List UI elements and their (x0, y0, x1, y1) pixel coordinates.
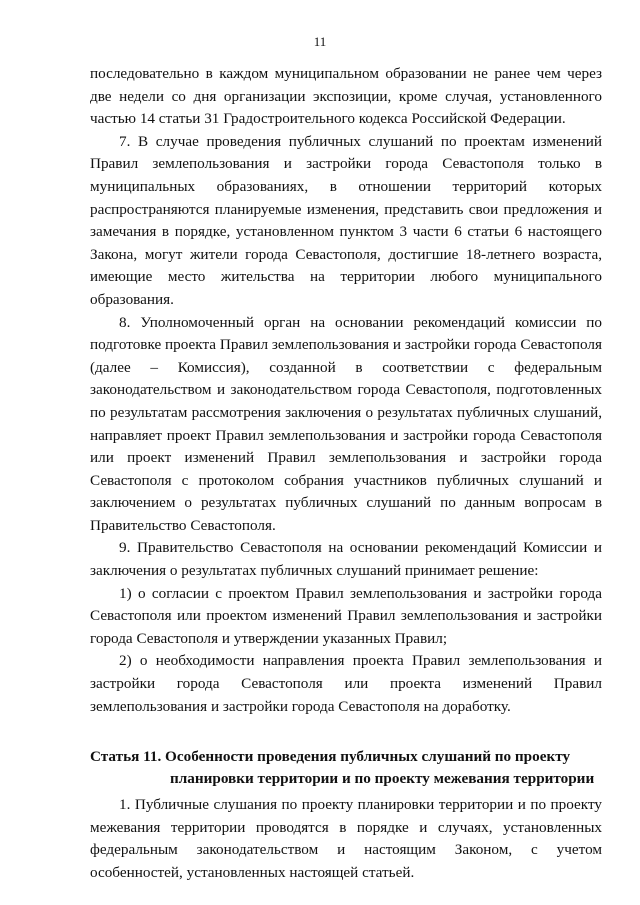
paragraph-7: 7. В случае проведения публичных слушаний по проектам изменений Правил землепользования и застройки города Севастополя только в муниципальных образованиях, в отношении территорий которых распространяются планируемые изменения, представить свои предложения и замечания в порядке, установленном пунктом 3 части 6 статьи 6 настоящего Закона, могут жители города Севастополя, достигшие 18-летнего возраста, имеющие место жительства на территории любого муниципального образования. (90, 132, 602, 308)
article-heading-line-2: планировки территории и по проекту межевания территории (170, 770, 595, 788)
article-heading-line-1: Статья 11. Особенности проведения публичных слушаний по проекту (90, 748, 571, 766)
article-11-heading (90, 746, 602, 790)
paragraph-continuation: последовательно в каждом муниципальном образовании не ранее чем через две недели со дня организации экспозиции, кроме случая, установленного частью 14 статьи 31 Градостроительного кодекса Российской Федерации. (90, 65, 602, 128)
page-number: 11 (313, 34, 327, 49)
document-body (90, 63, 602, 885)
paragraph-9-item-2: 2) о необходимости направления проекта Правил землепользования и застройки города Севастополя или проекта изменений Правил землепользования и застройки города Севастополя на доработку. (90, 652, 602, 715)
paragraph-9-item-1: 1) о согласии с проектом Правил землепользования и застройки города Севастополя или проектом изменений Правил землепользования и застройки города Севастополя и утверждении указанных Правил; (90, 584, 602, 647)
paragraph-8: 8. Уполномоченный орган на основании рекомендаций комиссии по подготовке проекта Правил землепользования и застройки города Севастополя (далее – Комиссия), созданной в соответствии с федеральным законодательством и законодательством города Севастополя, подготовленных по результатам рассмотрения заключения о результатах публичных слушаний, направляет проект Правил землепользования и застройки города Севастополя или проект изменений Правил землепользования и застройки города Севастополя с протоколом собрания участников публичных слушаний и заключением о результатах публичных слушаний по данным вопросам в Правительство Севастополя. (90, 313, 602, 534)
paragraph-9: 9. Правительство Севастополя на основании рекомендаций Комиссии и заключения о результатах публичных слушаний принимает решение: (90, 539, 602, 580)
article-11-paragraph-1: 1. Публичные слушания по проекту планировки территории и по проекту межевания территории проводятся в порядке и случаях, установленных федеральным законодательством и настоящим Законом, с учетом особенностей, установленных настоящей статьей. (90, 796, 602, 881)
